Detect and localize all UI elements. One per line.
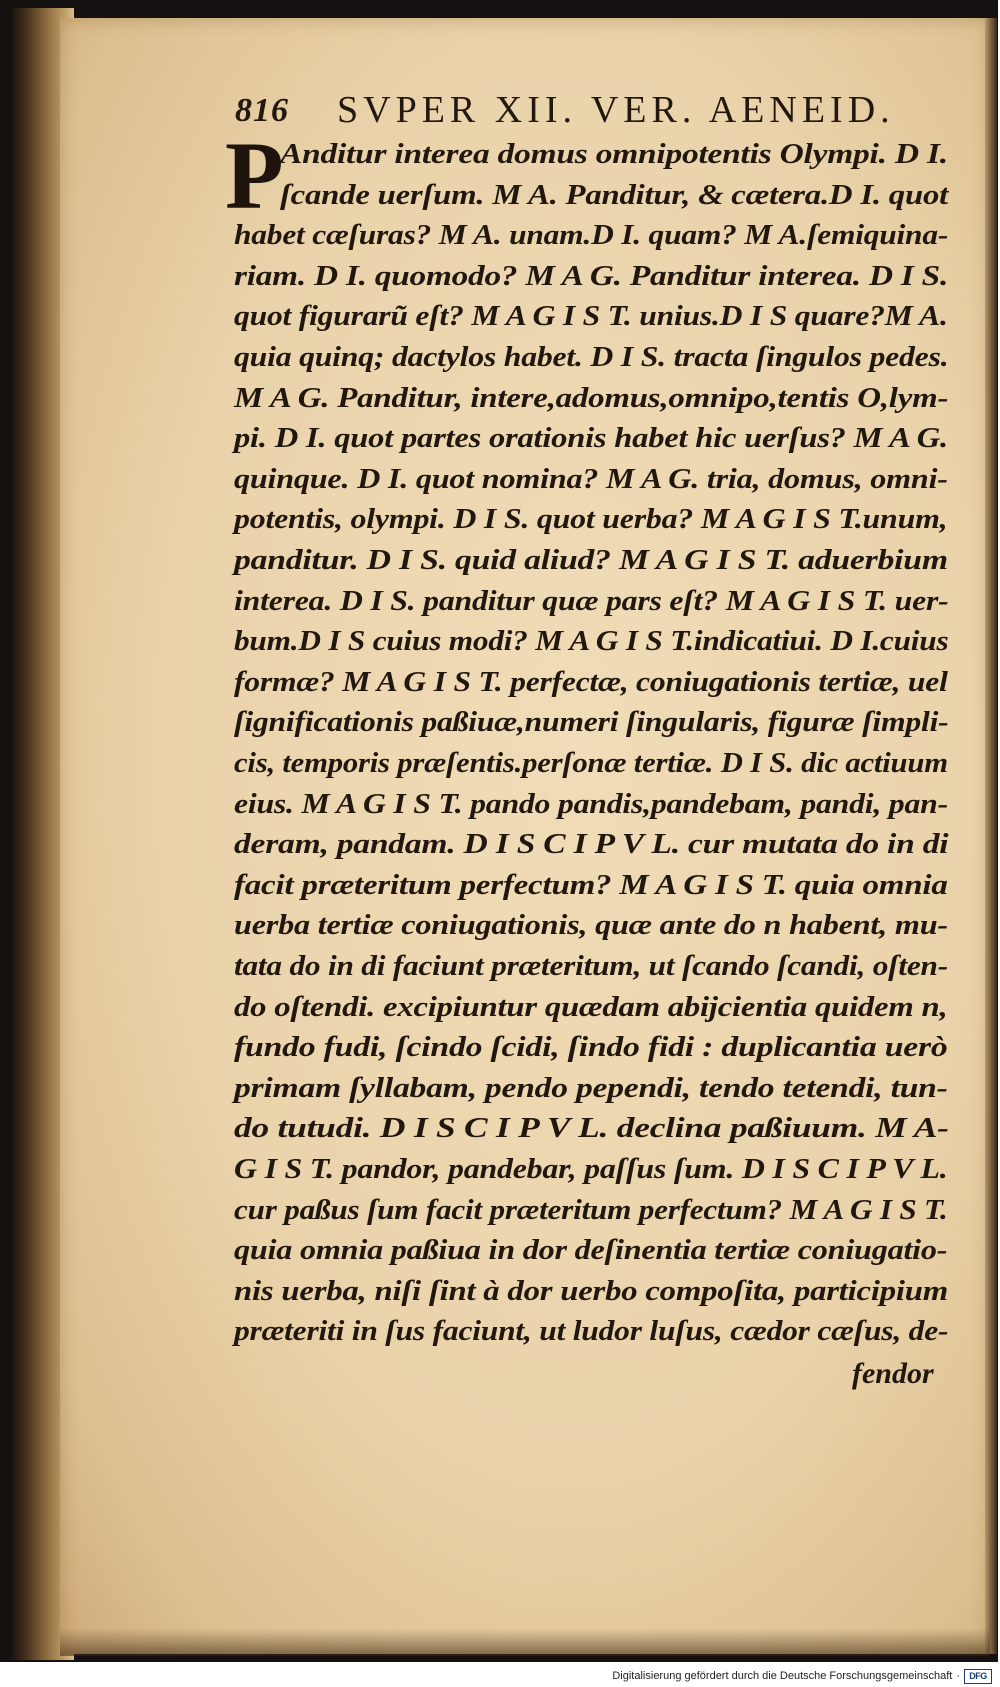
text-line: deram, pandam. D I S C I P V L. cur mutata do in di xyxy=(234,828,949,861)
text-line: potentis, olympi. D I S. quot uerba? M A G I S T.unum, xyxy=(234,503,948,536)
credit-separator: · xyxy=(956,1670,960,1682)
credit-text: Digitalisierung gefördert durch die Deutsche Forschungsgemeinschaft xyxy=(612,1670,953,1682)
text-line: tata do in di faciunt præteritum, ut ſcando ſcandi, oſten- xyxy=(234,950,948,982)
text-line: præteriti in ſus faciunt, ut ludor luſus, cædor cæſus, de- xyxy=(234,1315,949,1348)
text-line: primam ſyllabam, pendo pependi, tendo tetendi, tun- xyxy=(234,1071,948,1104)
text-line: quot figurarũ eſt? M A G I S T. unius.D I S quare?M A. xyxy=(234,300,948,333)
digitization-credit xyxy=(612,1667,992,1685)
text-line: G I S T. pandor, pandebar, paſſus ſum. D I S C I P V L. xyxy=(234,1153,948,1185)
running-title: SVPER XII. VER. AENEID. xyxy=(337,89,895,131)
text-line: pi. D I. quot partes orationis habet hic uerſus? M A G. xyxy=(234,422,948,455)
text-line: quinque. D I. quot nomina? M A G. tria, domus, omni- xyxy=(234,462,948,495)
text-line: quia omnia paßiua in dor deſinentia tertiæ coniugatio- xyxy=(234,1234,948,1267)
text-line: M A G. Panditur, intere,adomus,omnipo,tentis O,lym- xyxy=(234,381,949,414)
text-line: panditur. D I S. quid aliud? M A G I S T. aduerbium xyxy=(234,544,948,576)
text-line: eius. M A G I S T. pando pandis,pandebam, pandi, pan- xyxy=(234,787,948,820)
text-line: cis, temporis præſentis.perſonæ tertiæ. D I S. dic actiuum xyxy=(234,747,948,779)
text-line: uerba tertiæ coniugationis, quæ ante do n habent, mu- xyxy=(234,909,948,942)
text-line: riam. D I. quomodo? M A G. Panditur interea. D I S. xyxy=(234,259,949,292)
page-number: 816 xyxy=(235,92,289,129)
drop-cap-initial: P xyxy=(225,122,284,229)
text-line: bum.D I S cuius modi? M A G I S T.indicatiui. D I.cuius xyxy=(234,625,949,658)
text-line: interea. D I S. panditur quæ pars eſt? M A G I S T. uer- xyxy=(234,584,949,617)
text-line: formæ? M A G I S T. perfectæ, coniugationis tertiæ, uel xyxy=(234,665,948,698)
catchword: fendor xyxy=(852,1357,934,1390)
text-line: do tutudi. D I S C I P V L. declina paßiuum. M A- xyxy=(234,1112,949,1145)
text-line: facit præteritum perfectum? M A G I S T. quia omnia xyxy=(234,868,948,901)
text-line: fundo fudi, ſcindo ſcidi, ſindo fidi : duplicantia uerò xyxy=(234,1031,948,1064)
text-line: cur paßus ſum facit præteritum perfectum? M A G I S T. xyxy=(234,1193,948,1226)
text-line: habet cæſuras? M A. unam.D I. quam? M A.ſemiquina- xyxy=(234,219,949,252)
text-line: do oſtendi. excipiuntur quædam abijcientia quidem n, xyxy=(234,990,948,1023)
text-line: quia quinq; dactylos habet. D I S. tracta ſingulos pedes. xyxy=(234,341,949,373)
dfg-logo: DFG xyxy=(964,1669,992,1684)
text-line: nis uerba, niſi ſint à dor uerbo compoſita, participium xyxy=(234,1274,949,1307)
text-line: ſcande uerſum. M A. Panditur, & cætera.D I. quot xyxy=(280,178,948,211)
text-line: ſignificationis paßiuæ,numeri ſingularis, figuræ ſimpli- xyxy=(234,706,949,739)
text-line: Anditur interea domus omnipotentis Olympi. D I. xyxy=(280,138,948,170)
